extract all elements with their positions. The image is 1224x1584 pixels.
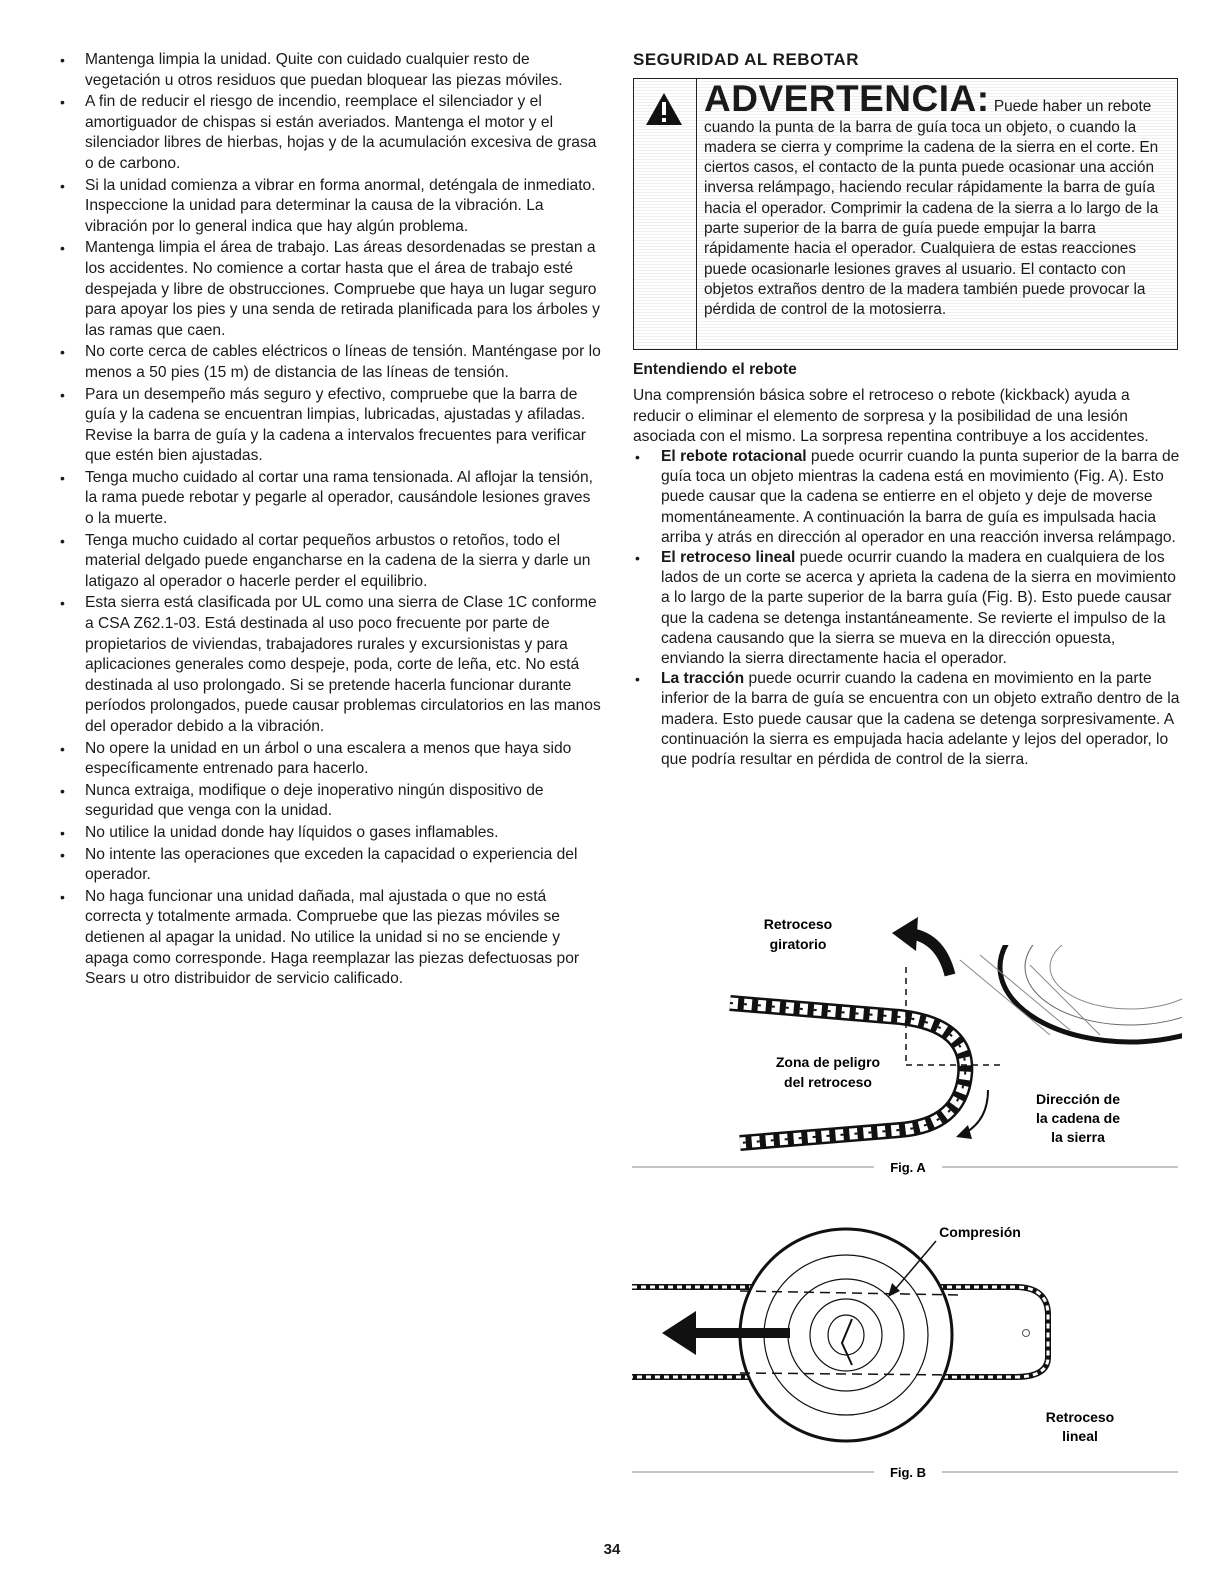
label-rotational-kickback-2: giratorio	[769, 936, 827, 952]
bullet-term: El retroceso lineal	[661, 549, 796, 567]
page-number: 34	[603, 1541, 621, 1558]
kickback-types-list	[633, 447, 1181, 770]
list-item	[633, 548, 1181, 669]
intro-paragraph: Una comprensión básica sobre el retroceso o rebote (kickback) ayuda a reducir o eliminar el elemento de sorpresa y la posibilidad de una lesión asociada con el mismo. La sorpresa repentina contribuye a los accidentes.	[633, 387, 1149, 445]
log-illustration	[960, 905, 1182, 1042]
list-item: • Nunca extraiga, modifique o deje inoperativo ningún dispositivo de seguridad que venga con la unidad.	[58, 781, 603, 822]
warning-triangle-icon	[644, 91, 684, 127]
list-item: • Tenga mucho cuidado al cortar pequeños arbustos o retoños, todo el material delgado puede engancharse en la cadena de la sierra y darle un latigazo al operador o hacerle perder el equilibrio.	[58, 531, 603, 593]
list-item: • Esta sierra está clasificada por UL como una sierra de Clase 1C conforme a CSA Z62.1-03. Está destinada al uso poco frecuente por parte de propietarios de viviendas, trabajadores rurales y excursionistas y para aplicaciones generales como despeje, poda, corte de leña, etc. No está destinada al uso prolongado. Si se pretende hacerla funcionar durante períodos prolongados, puede causar problemas circulatorios en las manos del operador debido a la vibración.	[58, 593, 603, 737]
list-item: • Tenga mucho cuidado al cortar una rama tensionada. Al aflojar la tensión, la rama puede rebotar y pegarle al operador, causándole lesiones graves o la muerte.	[58, 468, 603, 530]
label-danger-zone: Zona de peligro	[775, 1054, 881, 1070]
label-chain-direction-3: la sierra	[1051, 1129, 1105, 1145]
bullet-text: puede ocurrir cuando la madera en cualquiera de los lados de un corte se acerca y aprieta la cadena de la sierra en movimiento a lo largo de la parte superior de la barra guía (Fig. B). Esto puede causar que la cadena se detenga instantáneamente. Se revierte el impulso de la cadena causando que la sierra se mueva en la dirección opuesta, enviando la sierra directamente hacia el operador.	[661, 549, 1176, 668]
list-item: • No utilice la unidad donde hay líquidos o gases inflamables.	[58, 823, 603, 844]
warning-signal-word: ADVERTENCIA:	[704, 78, 990, 120]
label-chain-direction: Dirección de	[1035, 1091, 1121, 1107]
list-item	[633, 447, 1181, 548]
list-item: • No corte cerca de cables eléctricos o líneas de tensión. Manténgase por lo menos a 50 pies (15 m) de distancia de las líneas de tensión.	[58, 342, 603, 383]
label-danger-zone-2: del retroceso	[784, 1074, 872, 1090]
label-chain-direction-2: la cadena de	[1035, 1110, 1121, 1126]
figure-a	[630, 905, 1182, 1185]
list-item: • A fin de reducir el riesgo de incendio, reemplace el silenciador y el amortiguador de chispas si están averiados. Mantenga el motor y el silenciador libres de hierbas, hojas y de la acumulación excesiva de grasa o de carbono.	[58, 92, 603, 174]
left-column	[58, 50, 603, 991]
warning-icon-cell	[634, 79, 697, 349]
list-item: • Mantenga limpia el área de trabajo. Las áreas desordenadas se prestan a los accidentes. No comience a cortar hasta que el área de trabajo esté despejada y libre de obstrucciones. Compruebe que haya un lugar seguro para apoyar los pies y una senda de retirada planificada para los árboles y las ramas que caen.	[58, 238, 603, 341]
label-rotational-kickback: Retroceso	[763, 916, 833, 932]
list-item: • No intente las operaciones que exceden la capacidad o experiencia del operador.	[58, 845, 603, 886]
bullet-term: El rebote rotacional	[661, 448, 807, 466]
list-item: • Mantenga limpia la unidad. Quite con cuidado cualquier resto de vegetación u otros residuos que puedan bloquear las piezas móviles.	[58, 50, 603, 91]
label-compression: Compresión	[939, 1224, 1021, 1240]
list-item	[633, 669, 1181, 770]
section-title: SEGURIDAD AL REBOTAR	[633, 50, 859, 69]
list-item: • No haga funcionar una unidad dañada, mal ajustada o que no está correcta y totalmente armada. Compruebe que las piezas móviles se detienen al apagar la unidad. No utilice la unidad si no se enciende y apaga como corresponde. Haga reemplazar las piezas defectuosas por Sears u otro distribuidor de servicio calificado.	[58, 887, 603, 990]
warning-box	[633, 78, 1178, 350]
list-item: • Si la unidad comienza a vibrar en forma anormal, deténgala de inmediato. Inspeccione la unidad para determinar la causa de la vibración. La vibración por lo general indica que hay algún problema.	[58, 176, 603, 238]
warning-text	[704, 78, 1169, 320]
figure-b-caption: Fig. B	[889, 1465, 927, 1480]
bullet-term: La tracción	[661, 670, 745, 688]
right-column	[633, 50, 1181, 770]
subheading: Entendiendo el rebote	[633, 361, 797, 379]
chain-bar-illustration	[730, 1003, 965, 1143]
bullet-text: puede ocurrir cuando la cadena en movimiento en la parte inferior de la barra de guía se encuentra con un objeto extraño dentro de la madera. Esto puede causar que la cadena se detenga sorpresivamente. A continuación la sierra es empujada hacia adelante y lejos del operador, lo que podría resultar en pérdida de control de la sierra.	[661, 670, 1180, 769]
label-linear-kickback: Retroceso	[1045, 1409, 1115, 1425]
safety-bullet-list	[58, 50, 603, 990]
warning-body: Puede haber un rebote cuando la punta de la barra de guía toca un objeto, o cuando la madera se cierra y comprime la cadena de la sierra en el corte. En ciertos casos, el contacto de la punta puede ocasionar una acción inversa relámpago, haciendo recular rápidamente la barra de guía hacia el operador. Comprimir la cadena de la sierra a lo largo de la parte superior de la barra de guía puede empujar la barra rápidamente hacia el operador. Cualquiera de estas reacciones puede ocasionarle lesiones graves al usuario. El contacto con objetos extraños dentro de la madera también puede provocar la pérdida de control de la motosierra.	[704, 98, 1159, 319]
list-item: • Para un desempeño más seguro y efectivo, compruebe que la barra de guía y la cadena se encuentran limpias, lubricadas, ajustadas y afiladas. Revise la barra de guía y la cadena a intervalos frecuentes para verificar que estén bien ajustadas.	[58, 385, 603, 467]
figure-a-caption: Fig. A	[890, 1160, 926, 1175]
figure-b	[630, 1215, 1182, 1495]
list-item: • No opere la unidad en un árbol o una escalera a menos que haya sido específicamente entrenado para hacerlo.	[58, 739, 603, 780]
bullet-text: puede ocurrir cuando la punta superior de la barra de guía toca un objeto mientras la cadena está en movimiento (Fig. A). Esto puede causar que la cadena se entierre en el objeto y deje de moverse momentáneamente. A continuación la barra de guía es impulsada hacia arriba y atrás en dirección al operador en una reacción inversa relámpago.	[661, 448, 1180, 546]
label-linear-kickback-2: lineal	[1062, 1428, 1098, 1444]
